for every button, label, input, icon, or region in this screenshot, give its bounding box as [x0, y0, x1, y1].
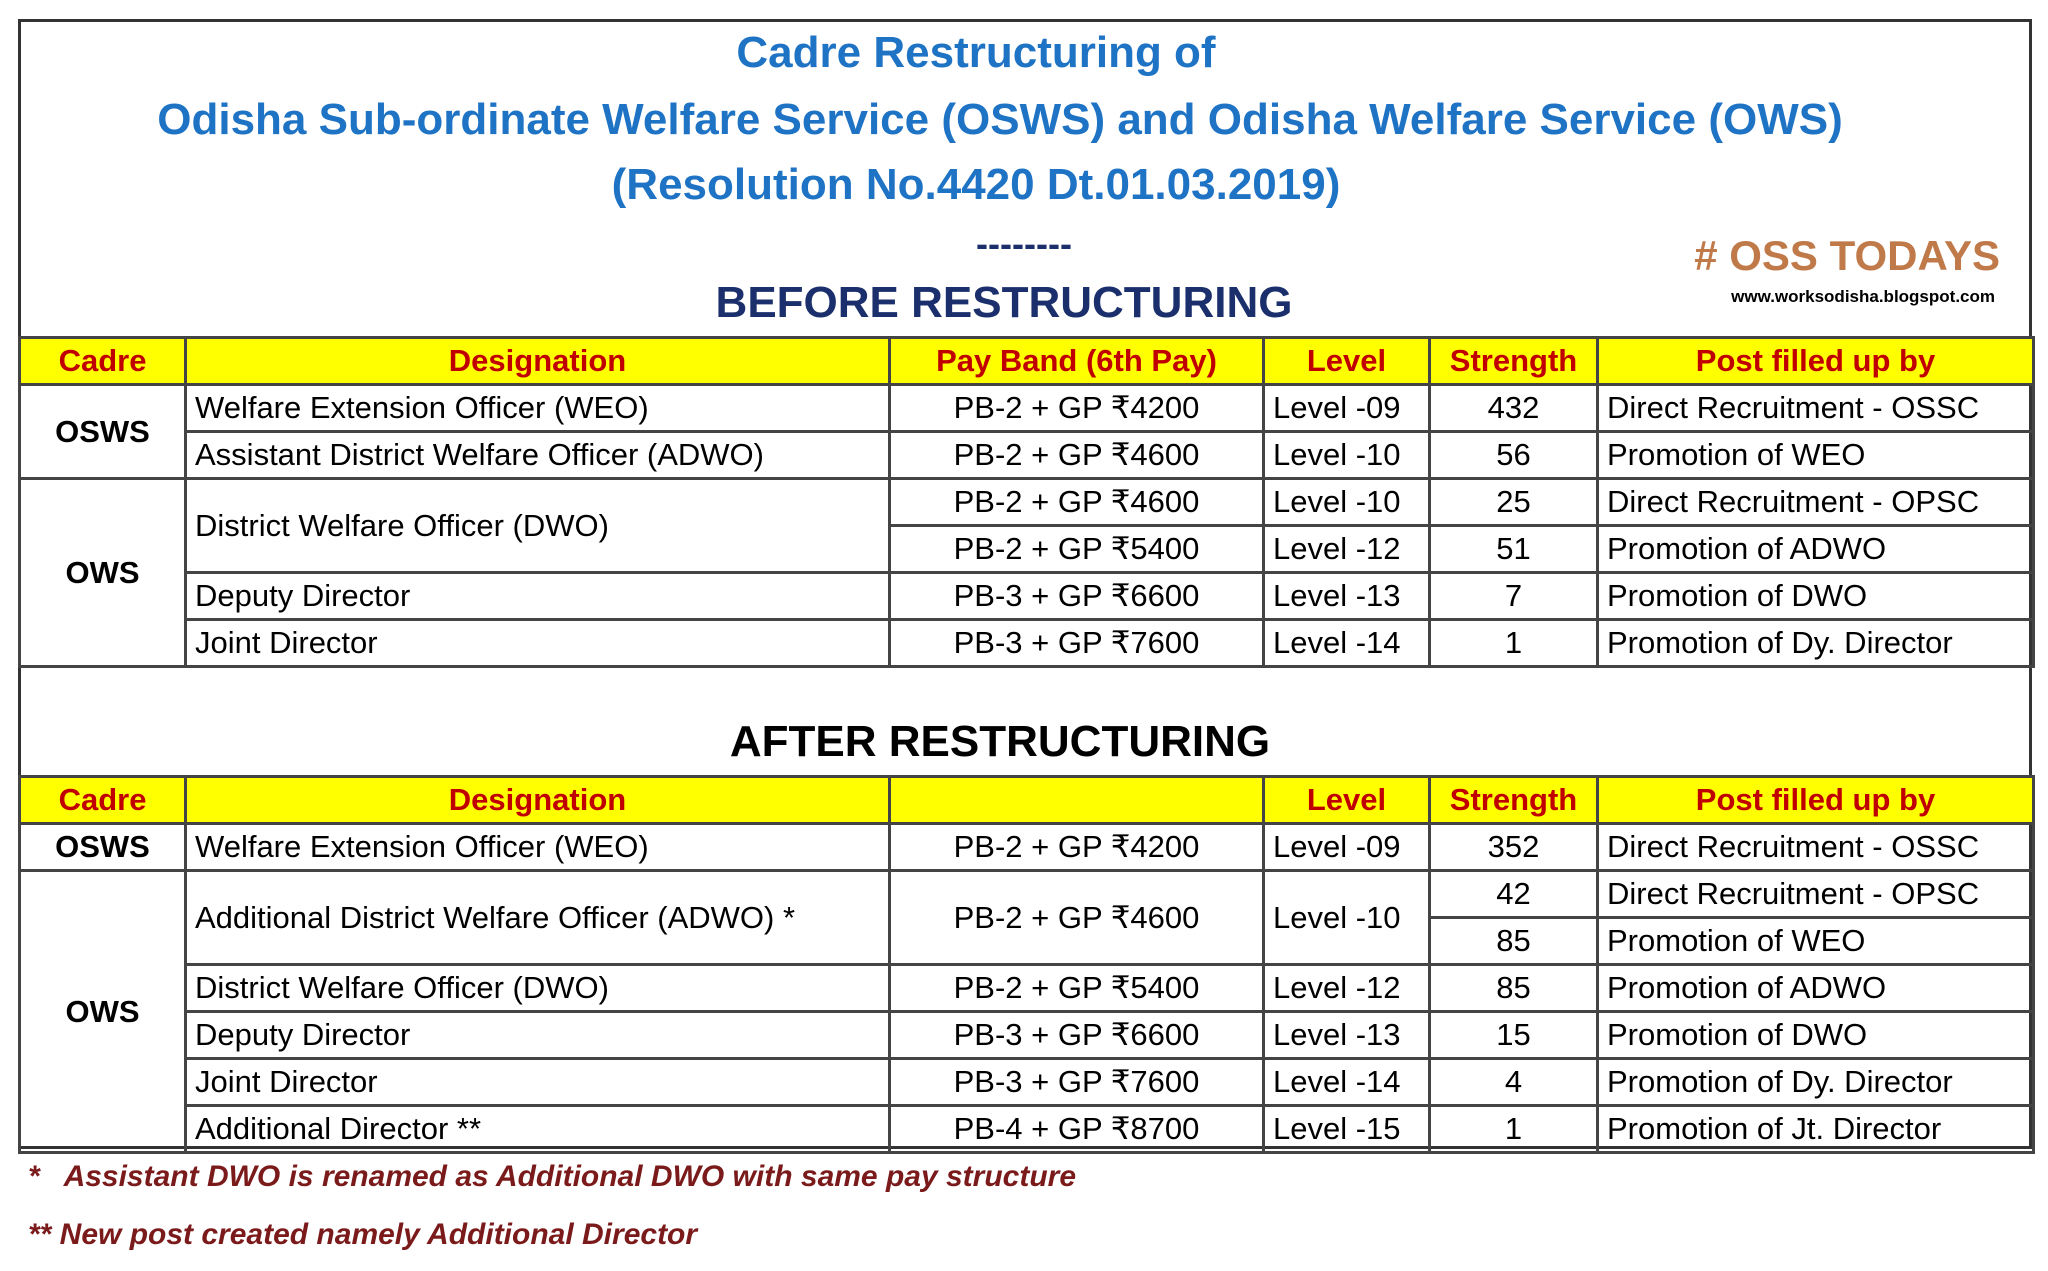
level-cell: Level -09: [1264, 824, 1430, 871]
designation-cell: Additional District Welfare Officer (ADWO) *: [186, 871, 890, 965]
table-row: [20, 620, 2034, 667]
pay-cell: PB-2 + GP ₹4600: [890, 479, 1264, 526]
table-header-row: [20, 338, 2034, 385]
strength-cell: 4: [1430, 1059, 1598, 1106]
table-header-row: [20, 777, 2034, 824]
table-row: [20, 432, 2034, 479]
strength-cell: 85: [1430, 965, 1598, 1012]
title-line-1: Cadre Restructuring of: [736, 28, 1216, 77]
designation-cell: Joint Director: [186, 1059, 890, 1106]
level-cell: Level -12: [1264, 965, 1430, 1012]
col-header-cadre: Cadre: [20, 338, 186, 385]
pay-cell: PB-2 + GP ₹4200: [890, 385, 1264, 432]
col-header-pay-band: [890, 777, 1264, 824]
filled-by-cell: Direct Recruitment - OSSC: [1598, 824, 2034, 871]
pay-cell: PB-2 + GP ₹4600: [890, 871, 1264, 965]
filled-by-cell: Promotion of Jt. Director: [1598, 1106, 2034, 1153]
after-heading: AFTER RESTRUCTURING: [729, 717, 1271, 766]
pay-cell: PB-3 + GP ₹6600: [890, 1012, 1264, 1059]
filled-by-cell: Promotion of Dy. Director: [1598, 1059, 2034, 1106]
strength-cell: 51: [1430, 526, 1598, 573]
table-row: [20, 1012, 2034, 1059]
pay-cell: PB-2 + GP ₹5400: [890, 526, 1264, 573]
pay-cell: PB-3 + GP ₹7600: [890, 620, 1264, 667]
strength-cell: 7: [1430, 573, 1598, 620]
level-cell: Level -10: [1264, 432, 1430, 479]
designation-cell: District Welfare Officer (DWO): [186, 965, 890, 1012]
col-header-strength: Strength: [1430, 338, 1598, 385]
level-cell: Level -14: [1264, 1059, 1430, 1106]
designation-cell: Deputy Director: [186, 573, 890, 620]
designation-cell: District Welfare Officer (DWO): [186, 479, 890, 573]
cadre-cell: OWS: [20, 871, 186, 1153]
filled-by-cell: Direct Recruitment - OPSC: [1598, 479, 2034, 526]
filled-by-cell: Promotion of ADWO: [1598, 526, 2034, 573]
before-table: [18, 336, 2035, 668]
level-cell: Level -15: [1264, 1106, 1430, 1153]
table-row: [20, 871, 2034, 918]
brand-logo-text: # OSS TODAYS: [1694, 232, 2000, 279]
strength-cell: 25: [1430, 479, 1598, 526]
pay-cell: PB-3 + GP ₹6600: [890, 573, 1264, 620]
cadre-cell: OSWS: [20, 824, 186, 871]
strength-cell: 432: [1430, 385, 1598, 432]
col-header-filled-by: Post filled up by: [1598, 338, 2034, 385]
filled-by-cell: Direct Recruitment - OSSC: [1598, 385, 2034, 432]
filled-by-cell: Promotion of DWO: [1598, 1012, 2034, 1059]
strength-cell: 15: [1430, 1012, 1598, 1059]
filled-by-cell: Direct Recruitment - OPSC: [1598, 871, 2034, 918]
col-header-designation: Designation: [186, 777, 890, 824]
table-row: [20, 965, 2034, 1012]
table-row: [20, 1059, 2034, 1106]
level-cell: Level -14: [1264, 620, 1430, 667]
filled-by-cell: Promotion of Dy. Director: [1598, 620, 2034, 667]
pay-cell: PB-2 + GP ₹5400: [890, 965, 1264, 1012]
table-row: [20, 824, 2034, 871]
designation-cell: Welfare Extension Officer (WEO): [186, 385, 890, 432]
col-header-level: Level: [1264, 777, 1430, 824]
col-header-level: Level: [1264, 338, 1430, 385]
cadre-cell: OWS: [20, 479, 186, 667]
table-row: [20, 573, 2034, 620]
cadre-cell: OSWS: [20, 385, 186, 479]
footnote-2: ** New post created namely Additional Director: [28, 1218, 698, 1251]
level-cell: Level -13: [1264, 573, 1430, 620]
strength-cell: 42: [1430, 871, 1598, 918]
designation-cell: Deputy Director: [186, 1012, 890, 1059]
level-cell: Level -10: [1264, 871, 1430, 965]
filled-by-cell: Promotion of DWO: [1598, 573, 2034, 620]
separator: --------: [976, 223, 1072, 264]
designation-cell: Assistant District Welfare Officer (ADWO): [186, 432, 890, 479]
designation-cell: Welfare Extension Officer (WEO): [186, 824, 890, 871]
strength-cell: 1: [1430, 620, 1598, 667]
footnote-1: * Assistant DWO is renamed as Additional DWO with same pay structure: [28, 1160, 1077, 1193]
pay-cell: PB-2 + GP ₹4600: [890, 432, 1264, 479]
level-cell: Level -09: [1264, 385, 1430, 432]
col-header-designation: Designation: [186, 338, 890, 385]
level-cell: Level -10: [1264, 479, 1430, 526]
col-header-filled-by: Post filled up by: [1598, 777, 2034, 824]
title-line-3: (Resolution No.4420 Dt.01.03.2019): [611, 160, 1341, 209]
col-header-pay-band: Pay Band (6th Pay): [890, 338, 1264, 385]
designation-cell: Joint Director: [186, 620, 890, 667]
level-cell: Level -13: [1264, 1012, 1430, 1059]
brand-url: www.worksodisha.blogspot.com: [1731, 287, 1995, 306]
before-heading: BEFORE RESTRUCTURING: [715, 278, 1293, 327]
level-cell: Level -12: [1264, 526, 1430, 573]
strength-cell: 56: [1430, 432, 1598, 479]
table-row: [20, 1106, 2034, 1153]
after-table: [18, 775, 2035, 1154]
strength-cell: 352: [1430, 824, 1598, 871]
pay-cell: PB-3 + GP ₹7600: [890, 1059, 1264, 1106]
filled-by-cell: Promotion of WEO: [1598, 918, 2034, 965]
filled-by-cell: Promotion of WEO: [1598, 432, 2034, 479]
col-header-cadre: Cadre: [20, 777, 186, 824]
table-row: [20, 479, 2034, 526]
title-line-2: Odisha Sub-ordinate Welfare Service (OSWS) and Odisha Welfare Service (OWS): [157, 95, 1843, 144]
strength-cell: 1: [1430, 1106, 1598, 1153]
pay-cell: PB-4 + GP ₹8700: [890, 1106, 1264, 1153]
pay-cell: PB-2 + GP ₹4200: [890, 824, 1264, 871]
filled-by-cell: Promotion of ADWO: [1598, 965, 2034, 1012]
strength-cell: 85: [1430, 918, 1598, 965]
table-row: [20, 385, 2034, 432]
col-header-strength: Strength: [1430, 777, 1598, 824]
designation-cell: Additional Director **: [186, 1106, 890, 1153]
